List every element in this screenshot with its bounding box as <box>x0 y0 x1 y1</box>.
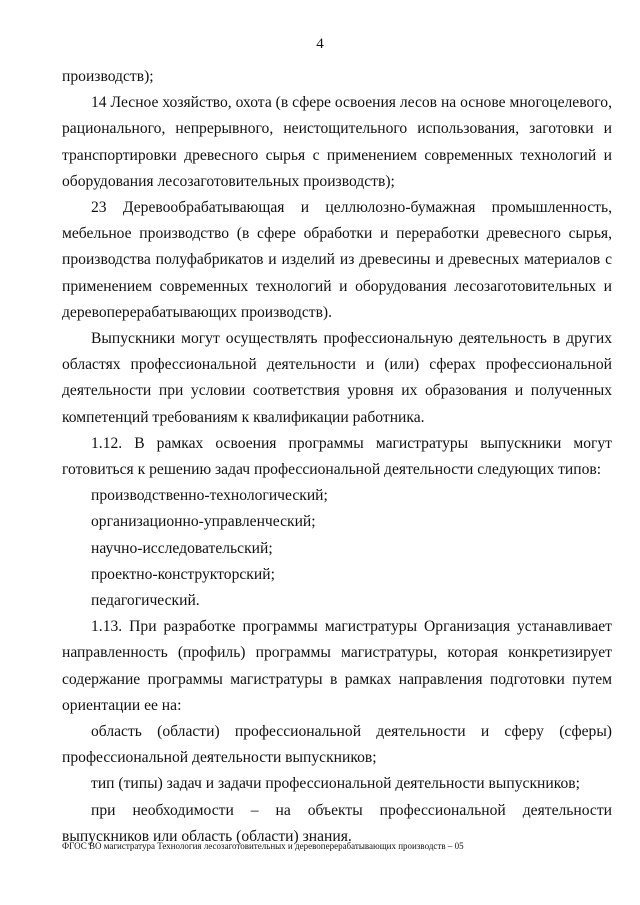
paragraph: 14 Лесное хозяйство, охота (в сфере освоения лесов на основе многоцелевого, рационального, непрерывного, неистощительного использования, заготовки и транспортировки древесного сырья с применением современных технологий и оборудования лесозаготовительных производств); <box>62 94 612 190</box>
page-footer: ФГОС ВО магистратура Технология лесозаготовительных и деревоперерабатывающих производств – 05 <box>62 841 464 851</box>
list-item: производственно-технологический; <box>91 487 328 505</box>
paragraph: 1.12. В рамках освоения программы магистратуры выпускники могут готовиться к решению задач профессиональной деятельности следующих типов: <box>62 434 612 479</box>
list-item: организационно-управленческий; <box>91 513 316 531</box>
list-item: педагогический. <box>91 592 200 610</box>
list-item: научно-исследовательский; <box>91 539 273 557</box>
list-item: проектно-конструкторский; <box>91 565 275 583</box>
paragraph: 1.13. При разработке программы магистратуры Организация устанавливает направленность (профиль) программы магистратуры, которая конкретизирует содержание программы магистратуры в рамках направления подготовки путем ориентации ее на: <box>62 618 612 714</box>
document-body <box>62 64 612 850</box>
paragraph: 23 Деревообрабатывающая и целлюлозно-бумажная промышленность, мебельное производство (в сфере обработки и переработки древесного сырья, производства полуфабрикатов и изделий из древесины и древесных материалов с применением современных технологий и оборудования лесозаготовительных и деревоперерабатывающих производств). <box>62 199 612 321</box>
paragraph: тип (типы) задач и задачи профессиональной деятельности выпускников; <box>91 775 580 793</box>
paragraph: Выпускники могут осуществлять профессиональную деятельность в других областях профессиональной деятельности и (или) сферах профессиональной деятельности при условии соответствия уровня их образования и полученных компетенций требованиям к квалификации работника. <box>62 330 612 426</box>
paragraph: область (области) профессиональной деятельности и сферу (сферы) профессиональной деятельности выпускников; <box>62 723 612 767</box>
page-number: 4 <box>316 36 324 52</box>
paragraph: производств); <box>62 68 154 85</box>
paragraph: при необходимости – на объекты профессиональной деятельности выпускников или область (области) знания. <box>62 801 612 845</box>
